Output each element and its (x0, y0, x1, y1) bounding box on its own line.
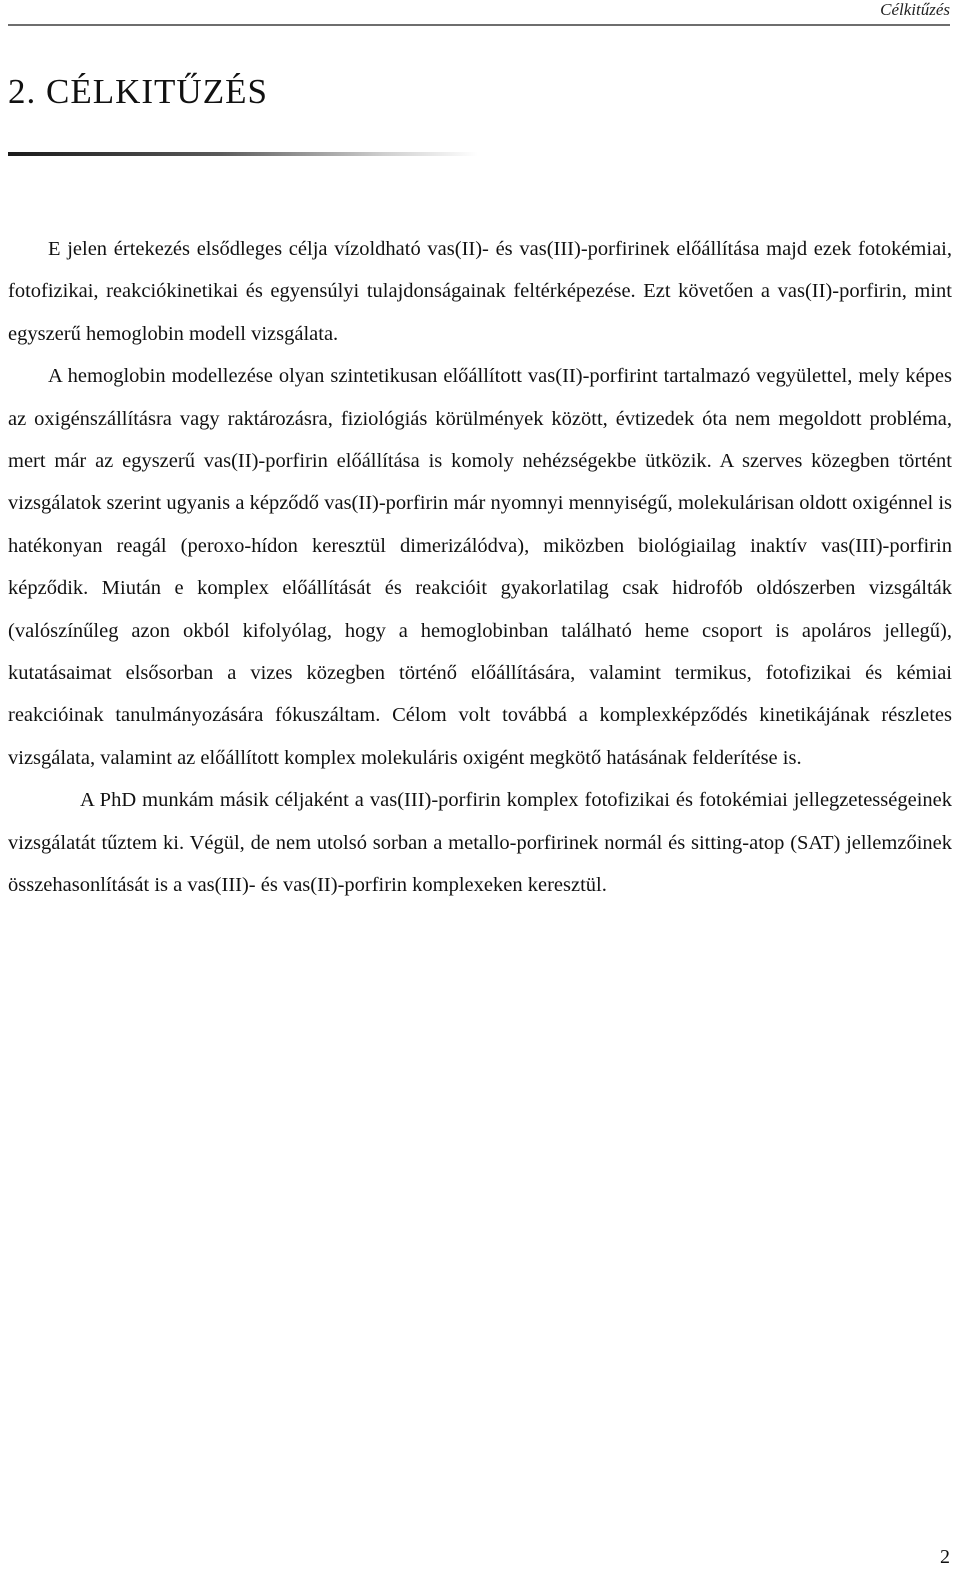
chapter-title: 2. CÉLKITŰZÉS (8, 72, 268, 111)
paragraph: A hemoglobin modellezése olyan szintetikusan előállított vas(II)-porfirint tartalmazó vegyülettel, mely képes az oxigénszállításra vagy raktározásra, fiziológiás körülmények között, évtizedek óta nem megoldott probléma, mert már az egyszerű vas(II)-porfirin előállítása is komoly nehézségekbe ütközik. A szerves közegben történt vizsgálatok szerint ugyanis a képződő vas(II)-porfirin már nyomnyi mennyiségű, molekulárisan oldott oxigénnel is hatékonyan reagál (peroxo-hídon keresztül dimerizálódva), miközben biológiailag inaktív vas(III)-porfirin képződik. Miután e komplex előállítását és reakcióit gyakorlatilag csak hidrofób oldószerben vizsgálták (valószínűleg azon okból kifolyólag, hogy a hemoglobinban található heme csoport is apoláros jellegű), kutatásaimat elsősorban a vizes közegben történő előállítására, valamint termikus, fotofizikai és kémiai reakcióinak tanulmányozására fókuszáltam. Célom volt továbbá a komplexképződés kinetikájának részletes vizsgálata, valamint az előállított komplex molekuláris oxigént megkötő hatásának felderítése is. (8, 365, 952, 769)
paragraph: E jelen értekezés elsődleges célja vízoldható vas(II)- és vas(III)-porfirinek előállítása majd ezek fotokémiai, fotofizikai, reakciókinetikai és egyensúlyi tulajdonságainak feltérképezése. Ezt követően a vas(II)-porfirin, mint egyszerű hemoglobin modell vizsgálata. (8, 238, 952, 345)
page-number: 2 (940, 1546, 950, 1568)
running-header: Célkitűzés (880, 0, 950, 19)
paragraph: A PhD munkám másik céljaként a vas(III)-porfirin komplex fotofizikai és fotokémiai jellegzetességeinek vizsgálatát tűztem ki. Végül, de nem utolsó sorban a metallo-porfirinek normál és sitting-atop (SAT) jellemzőinek összehasonlítását is a vas(III)- és vas(II)-porfirin komplexeken keresztül. (8, 789, 952, 897)
body-text (8, 228, 952, 907)
title-underline (8, 152, 478, 156)
header-divider (8, 24, 950, 26)
